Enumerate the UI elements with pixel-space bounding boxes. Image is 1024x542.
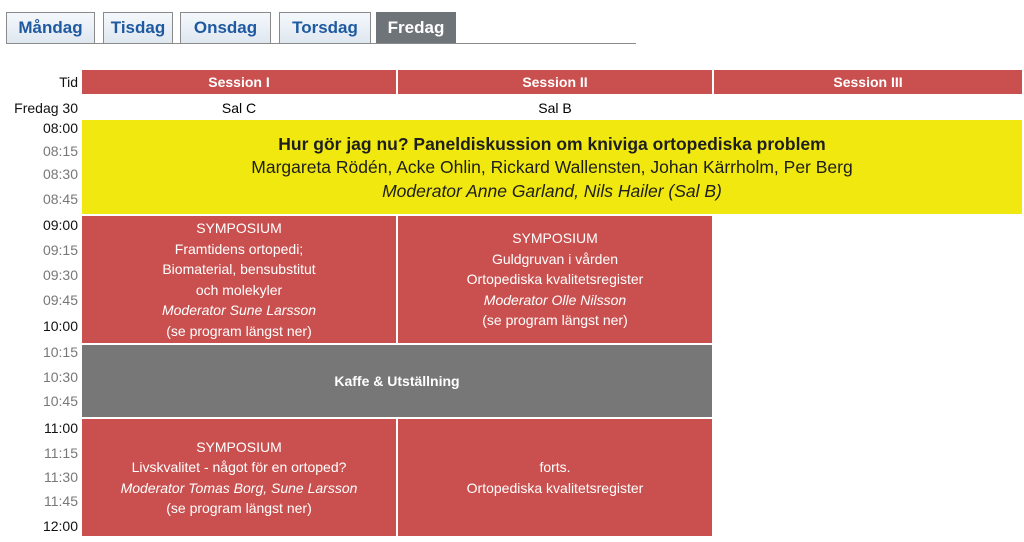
time-1100: 11:00 <box>44 420 78 436</box>
symposium-title-line: och molekyler <box>195 281 283 298</box>
symposium-title-line: Guldgruvan i vården <box>491 250 619 267</box>
symposium-heading: SYMPOSIUM <box>512 230 598 247</box>
time-0815: 08:15 <box>42 143 78 159</box>
time-1200: 12:00 <box>42 518 78 534</box>
symposium-note: (se program längst ner) <box>482 312 628 329</box>
time-0800: 08:00 <box>42 120 78 136</box>
time-1115: 11:15 <box>44 445 78 461</box>
symposium-moderator: Moderator Olle Nilsson <box>483 291 627 308</box>
session-3-header: Session III <box>714 70 1022 94</box>
tab-torsdag[interactable]: Torsdag <box>279 12 371 43</box>
time-0945: 09:45 <box>42 292 78 308</box>
time-1000: 10:00 <box>42 318 78 334</box>
coffee-break-label: Kaffe & Utställning <box>334 373 460 389</box>
tid-label: Tid <box>59 74 78 90</box>
room-session-2: Sal B <box>538 100 572 116</box>
time-0830: 08:30 <box>42 166 78 182</box>
time-1015: 10:15 <box>42 344 78 360</box>
room-session-1: Sal C <box>221 100 257 116</box>
time-1030: 10:30 <box>42 369 78 385</box>
symposium-title-line: Ortopediska kvalitetsregister <box>466 271 644 288</box>
symposium-framtidens-ortopedi <box>82 216 396 343</box>
tab-fredag[interactable]: Fredag <box>376 12 456 43</box>
symposium-livskvalitet <box>82 419 396 536</box>
symposium-guldgruvan <box>398 216 712 343</box>
coffee-break <box>82 345 712 417</box>
time-1130: 11:30 <box>44 469 78 485</box>
time-1045: 10:45 <box>42 393 78 409</box>
symposium-moderator: Moderator Tomas Borg, Sune Larsson <box>120 479 358 496</box>
tab-tisdag[interactable]: Tisdag <box>103 12 173 43</box>
time-0845: 08:45 <box>42 191 78 207</box>
continued-kvalitetsregister <box>398 419 712 536</box>
panel-speakers: Margareta Rödén, Acke Ohlin, Rickard Wallensten, Johan Kärrholm, Per Berg <box>251 156 853 177</box>
day-tabs <box>6 10 636 44</box>
tab-onsdag[interactable]: Onsdag <box>180 12 271 43</box>
session-2-header: Session II <box>398 70 712 94</box>
symposium-heading: SYMPOSIUM <box>196 438 282 455</box>
time-1145: 11:45 <box>44 493 78 509</box>
time-0900: 09:00 <box>42 217 78 233</box>
symposium-heading: SYMPOSIUM <box>196 220 282 236</box>
panel-title: Hur gör jag nu? Paneldiskussion om kniviga ortopediska problem <box>278 133 826 154</box>
tab-mandag[interactable]: Måndag <box>6 12 95 43</box>
symposium-note: (se program längst ner) <box>166 322 312 339</box>
panel-moderator: Moderator Anne Garland, Nils Hailer (Sal B) <box>382 180 722 201</box>
session-1-header: Session I <box>82 70 396 94</box>
panel-discussion <box>82 120 1022 214</box>
symposium-note: (se program längst ner) <box>166 500 312 516</box>
continued-label: forts. <box>539 459 571 475</box>
time-0930: 09:30 <box>42 267 78 283</box>
symposium-title-line: Framtidens ortopedi; <box>174 240 304 257</box>
day-label: Fredag 30 <box>14 100 78 116</box>
time-0915: 09:15 <box>42 242 78 258</box>
continued-title: Ortopediska kvalitetsregister <box>466 479 644 496</box>
symposium-title-line: Biomaterial, bensubstitut <box>162 261 316 277</box>
symposium-title-line: Livskvalitet - något för en ortoped? <box>131 459 347 475</box>
symposium-moderator: Moderator Sune Larsson <box>161 302 317 318</box>
